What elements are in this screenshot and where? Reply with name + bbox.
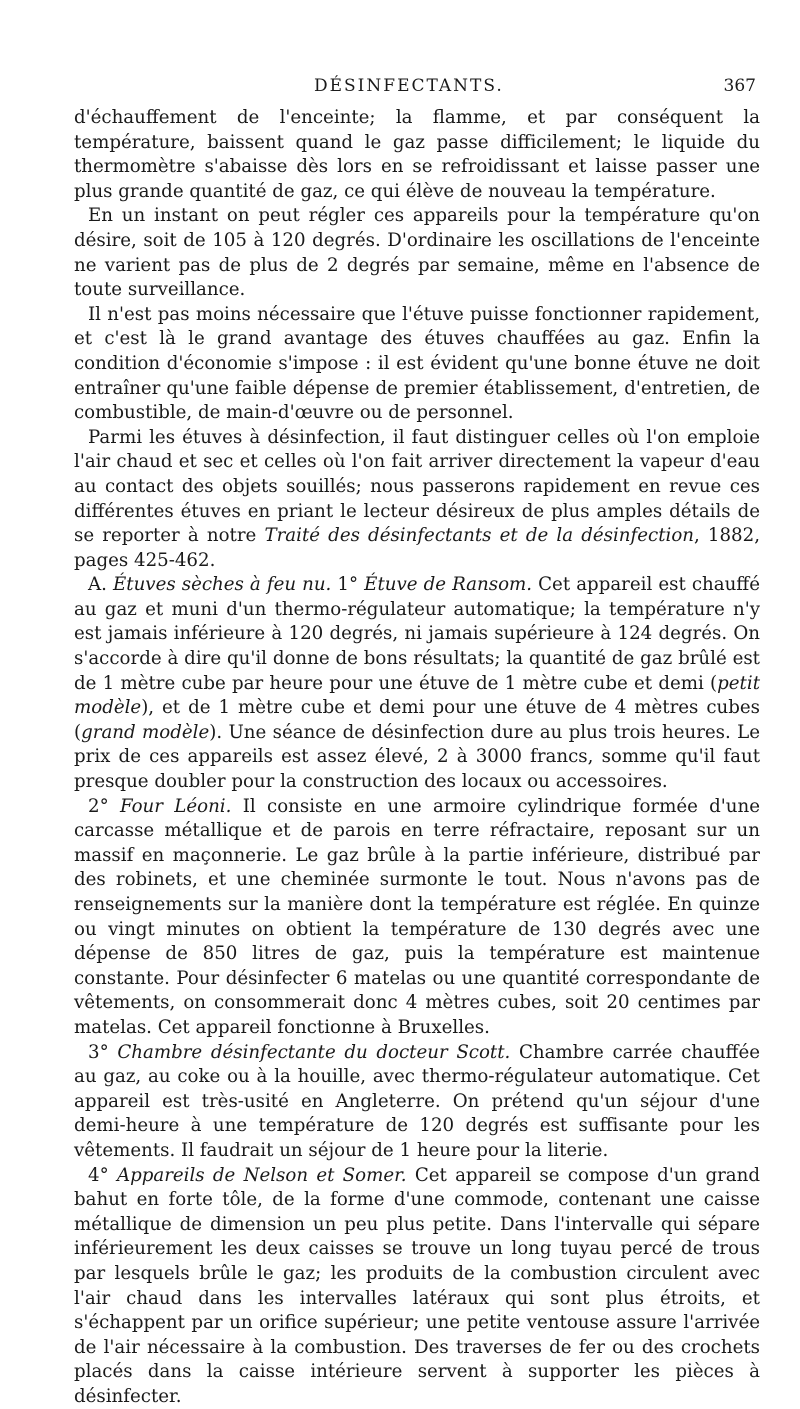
text-run: Il consiste en une armoire cylindrique formée d'une carcasse métallique et de parois en terre réfractaire, reposant sur un massif en maçonnerie. Le gaz brûle à la partie inférieure, distribué par des robinets, et une cheminée surmonte le tout. Nous n'avons pas de renseignements sur la manière dont la température est réglée. En quinze ou vingt minutes on obtient la température de 130 degrés avec une dépense de 850 litres de gaz, puis la température est maintenue constante. Pour désinfecter 6 matelas ou une quantité correspondante de vêtements, on consommerait donc 4 mètres cubes, soit 20 centimes par matelas. Cet appareil fonctionne à Bruxelles. bbox=[74, 795, 760, 1038]
text-run: d'échauffement de l'enceinte; la flamme, et par conséquent la température, baissent quand le gaz passe difficilement; le liquide du thermomètre s'abaisse dès lors en se refroidissant et laisse passer une plus grande quantité de gaz, ce qui élève de nouveau la température. bbox=[74, 107, 760, 202]
paragraph bbox=[74, 795, 760, 1041]
text-run: 4° bbox=[88, 1164, 117, 1186]
text-run: Parmi les étuves à désinfection, il faut distinguer celles où l'on emploie l'air chaud et sec et celles où l'on fait arriver directement la vapeur d'eau au contact des objets souillés; nous passerons rapidement en revue ces différentes étuves en priant le lecteur désireux de plus amples détails de se reporter à notre bbox=[74, 426, 760, 547]
italic-text: Étuve de Ransom. bbox=[364, 574, 533, 596]
paragraph bbox=[74, 1164, 760, 1409]
text-run: , 1882, pages 425-462. bbox=[74, 525, 760, 571]
text-run: Il n'est pas moins nécessaire que l'étuve puisse fonctionner rapidement, et c'est là le grand avantage des étuves chauffées au gaz. Enfin la condition d'économie s'impose : il est évident qu'une bonne étuve ne doit entraîner qu'une faible dépense de premier établissement, d'entretien, de combustible, de main-d'œuvre ou de personnel. bbox=[74, 303, 760, 424]
paragraph bbox=[74, 303, 760, 426]
italic-text: Chambre désinfectante du docteur Scott. bbox=[117, 1041, 511, 1063]
text-run: 2° bbox=[88, 795, 120, 817]
italic-text: Traité des désinfectants et de la désinfection bbox=[264, 525, 694, 547]
running-title: DÉSINFECTANTS. bbox=[314, 76, 504, 96]
paragraph bbox=[74, 204, 760, 302]
paragraph bbox=[74, 1041, 760, 1164]
italic-text: Four Léoni. bbox=[119, 795, 232, 817]
text-run: En un instant on peut régler ces appareils pour la température qu'on désire, soit de 105 à 120 degrés. D'ordinaire les oscillations de l'enceinte ne varient pas de plus de 2 degrés par semaine, même en l'absence de toute surveillance. bbox=[74, 205, 760, 301]
italic-text: Appareils de Nelson et Somer. bbox=[116, 1164, 407, 1186]
italic-text: petit modèle bbox=[74, 672, 760, 719]
text-run: Cet appareil se compose d'un grand bahut en forte tôle, de la forme d'une commode, contenant une caisse métallique de dimension un peu plus petite. Dans l'intervalle qui sépare inférieurement les deux caisses se trouve un long tuyau percé de trous par lesquels brûle le gaz; les produits de la combustion circulent avec l'air chaud dans les intervalles latéraux qui sont plus étroits, et s'échappent par un orifice supérieur; une petite ventouse assure l'arrivée de l'air nécessaire à la combustion. Des traverses de fer ou des crochets placés dans la caisse intérieure servent à supporter les pièces à désinfecter. bbox=[74, 1164, 760, 1407]
italic-text: Étuves sèches à feu nu. bbox=[113, 574, 332, 596]
text-run: ). Une séance de désinfection dure au plus trois heures. Le prix de ces appareils est assez élevé, 2 à 3000 francs, somme qu'il faut presque doubler pour la construction des locaux ou accessoires. bbox=[74, 721, 761, 793]
text-run: Cet appareil est chauffé au gaz et muni d'un thermo-régulateur automatique; la température n'y est jamais inférieure à 120 degrés, ni jamais supérieure à 124 degrés. On s'accorde à dire qu'il donne de bons résultats; la quantité de gaz brûlé est de 1 mètre cube par heure pour une étuve de 1 mètre cube et demi ( bbox=[74, 574, 760, 694]
paragraph bbox=[74, 573, 760, 794]
text-run: ), et de 1 mètre cube et demi pour une étuve de 4 mètres cubes ( bbox=[74, 697, 760, 743]
page-body bbox=[74, 106, 760, 1409]
page-number: 367 bbox=[723, 76, 756, 96]
text-run: A. bbox=[88, 574, 113, 596]
text-run: 1° bbox=[331, 574, 365, 596]
running-header bbox=[74, 76, 760, 106]
paragraph bbox=[74, 106, 760, 204]
paragraph bbox=[74, 426, 760, 574]
text-run: Chambre carrée chauffée au gaz, au coke ou à la houille, avec thermo-régulateur automatique. Cet appareil est très-usité en Angleterre. On prétend qu'un séjour d'une demi-heure à une température de 120 degrés est suffisante pour les vêtements. Il faudrait un séjour de 1 heure pour la literie. bbox=[74, 1041, 760, 1161]
text-run: 3° bbox=[88, 1041, 118, 1063]
italic-text: grand modèle bbox=[81, 721, 210, 743]
